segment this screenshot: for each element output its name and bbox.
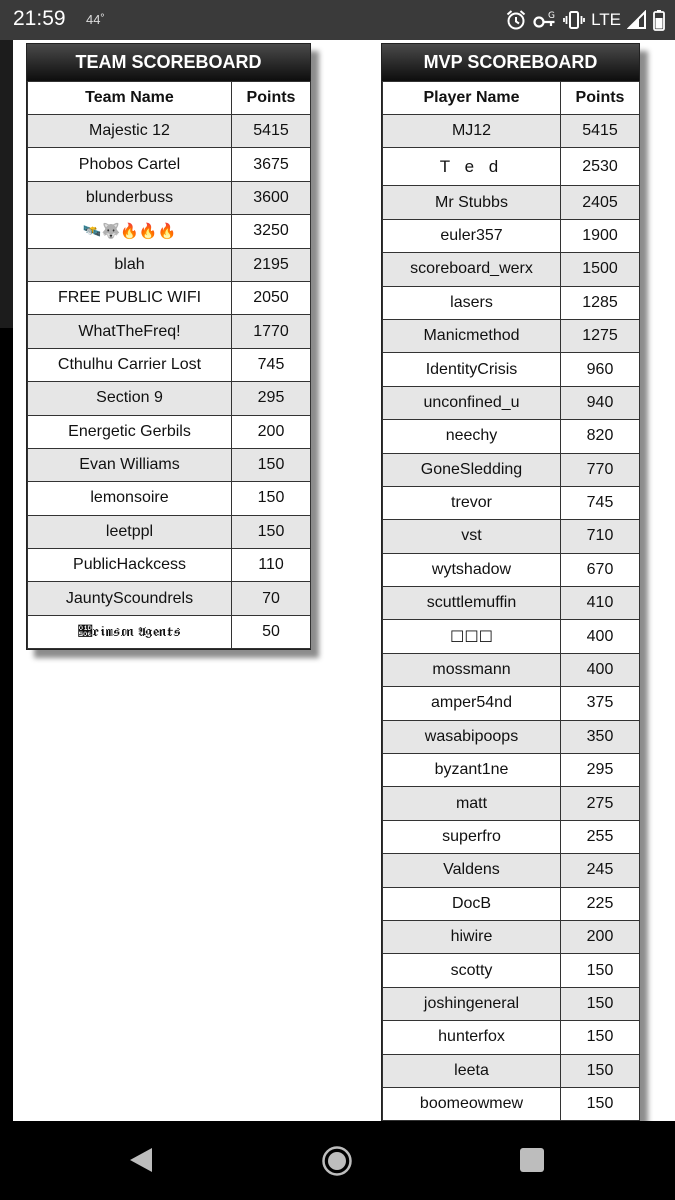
mvp-points-cell: 710 (561, 520, 640, 553)
mvp-points-cell: 150 (561, 1021, 640, 1054)
team-row (28, 148, 311, 181)
mvp-name-cell: lasers (383, 286, 561, 319)
mvp-points-cell: 150 (561, 987, 640, 1020)
mvp-points-cell: 400 (561, 620, 640, 653)
mvp-points-column-header: Points (561, 82, 640, 115)
mvp-points-cell: 150 (561, 954, 640, 987)
team-points-cell: 50 (232, 615, 311, 648)
team-row (28, 281, 311, 314)
vpn-key-icon (533, 10, 557, 30)
mvp-points-cell: 2530 (561, 148, 640, 186)
mvp-points-cell: 295 (561, 754, 640, 787)
team-name-cell: JauntyScoundrels (28, 582, 232, 615)
team-row (28, 315, 311, 348)
mvp-name-cell: ☐☐☐ (383, 620, 561, 653)
mvp-row (383, 854, 640, 887)
mvp-row (383, 987, 640, 1020)
mvp-row (383, 920, 640, 953)
status-icons (499, 5, 665, 35)
team-points-cell: 2195 (232, 248, 311, 281)
mvp-scoreboard (381, 43, 640, 1122)
mvp-name-cell: DocB (383, 887, 561, 920)
team-name-cell: lemonsoire (28, 482, 232, 515)
mvp-points-cell: 255 (561, 820, 640, 853)
team-row (28, 248, 311, 281)
mvp-points-cell: 150 (561, 1087, 640, 1120)
team-row (28, 181, 311, 214)
team-points-cell: 3600 (232, 181, 311, 214)
mvp-name-cell: Manicmethod (383, 319, 561, 352)
mvp-row (383, 1021, 640, 1054)
home-icon[interactable] (321, 1145, 353, 1182)
mvp-points-cell: 375 (561, 687, 640, 720)
mvp-row (383, 453, 640, 486)
team-row (28, 549, 311, 582)
mvp-name-cell: scoreboard_werx (383, 253, 561, 286)
mvp-points-cell: 350 (561, 720, 640, 753)
team-points-cell: 745 (232, 348, 311, 381)
team-points-cell: 110 (232, 549, 311, 582)
mvp-row (383, 148, 640, 186)
team-name-cell: leetppl (28, 515, 232, 548)
mvp-row (383, 553, 640, 586)
signal-icon (627, 10, 647, 30)
mvp-points-cell: 1285 (561, 286, 640, 319)
mvp-points-cell: 1500 (561, 253, 640, 286)
mvp-points-cell: 410 (561, 587, 640, 620)
mvp-row (383, 386, 640, 419)
status-temperature: 44˚ (86, 12, 105, 27)
mvp-points-cell: 745 (561, 486, 640, 519)
mvp-name-cell: scotty (383, 954, 561, 987)
mvp-row (383, 520, 640, 553)
mvp-name-cell: wasabipoops (383, 720, 561, 753)
team-points-cell: 150 (232, 482, 311, 515)
mvp-scoreboard-body (383, 115, 640, 1121)
mvp-row (383, 887, 640, 920)
mvp-points-cell: 400 (561, 653, 640, 686)
mvp-name-cell: boomeowmew (383, 1087, 561, 1120)
mvp-name-cell: scuttlemuffin (383, 587, 561, 620)
mvp-row (383, 319, 640, 352)
mvp-name-cell: euler357 (383, 219, 561, 252)
mvp-row (383, 286, 640, 319)
mvp-points-cell: 245 (561, 854, 640, 887)
mvp-points-cell: 940 (561, 386, 640, 419)
mvp-name-cell: wytshadow (383, 553, 561, 586)
team-header-row (28, 82, 311, 115)
team-row (28, 515, 311, 548)
mvp-points-cell: 200 (561, 920, 640, 953)
team-points-cell: 3675 (232, 148, 311, 181)
team-row (28, 348, 311, 381)
mvp-row (383, 587, 640, 620)
team-name-cell: Energetic Gerbils (28, 415, 232, 448)
mvp-name-cell: neechy (383, 420, 561, 453)
team-points-cell: 150 (232, 448, 311, 481)
mvp-row (383, 1054, 640, 1087)
team-points-cell: 2050 (232, 281, 311, 314)
mvp-points-cell: 2405 (561, 186, 640, 219)
mvp-name-cell: GoneSledding (383, 453, 561, 486)
mvp-points-cell: 225 (561, 887, 640, 920)
mvp-scoreboard-table (382, 81, 640, 1121)
mvp-header-row (383, 82, 640, 115)
team-points-cell: 70 (232, 582, 311, 615)
navigation-bar (0, 1121, 675, 1200)
mvp-points-cell: 820 (561, 420, 640, 453)
mvp-name-cell: IdentityCrisis (383, 353, 561, 386)
left-edge-border (0, 328, 13, 1121)
team-scoreboard-body (28, 115, 311, 649)
team-name-cell: blunderbuss (28, 181, 232, 214)
mvp-points-cell: 670 (561, 553, 640, 586)
mvp-name-cell: byzant1ne (383, 754, 561, 787)
team-points-cell: 200 (232, 415, 311, 448)
recents-icon[interactable] (519, 1147, 545, 1178)
team-row (28, 382, 311, 415)
team-scoreboard-title: TEAM SCOREBOARD (27, 44, 310, 81)
team-row (28, 615, 311, 648)
mvp-row (383, 653, 640, 686)
mvp-row (383, 787, 640, 820)
mvp-name-cell: MJ12 (383, 115, 561, 148)
mvp-name-cell: superfro (383, 820, 561, 853)
mvp-row (383, 186, 640, 219)
mvp-name-cell: mossmann (383, 653, 561, 686)
team-name-cell: Evan Williams (28, 448, 232, 481)
team-points-cell: 1770 (232, 315, 311, 348)
mvp-row (383, 219, 640, 252)
mvp-row (383, 420, 640, 453)
status-time: 21:59 (13, 7, 66, 30)
mvp-points-cell: 960 (561, 353, 640, 386)
mvp-name-cell: joshingeneral (383, 987, 561, 1020)
mvp-name-cell: Mr Stubbs (383, 186, 561, 219)
team-name-cell: PublicHackcess (28, 549, 232, 582)
mvp-row (383, 115, 640, 148)
team-points-cell: 295 (232, 382, 311, 415)
mvp-row (383, 486, 640, 519)
mvp-name-cell: Valdens (383, 854, 561, 887)
network-type: LTE (591, 10, 621, 29)
mvp-points-cell: 5415 (561, 115, 640, 148)
mvp-points-cell: 1900 (561, 219, 640, 252)
team-scoreboard (26, 43, 311, 650)
team-row (28, 215, 311, 248)
team-row (28, 482, 311, 515)
team-scoreboard-table (27, 81, 311, 649)
team-name-cell: Phobos Cartel (28, 148, 232, 181)
alarm-icon (505, 9, 527, 31)
mvp-row (383, 353, 640, 386)
mvp-name-cell: vst (383, 520, 561, 553)
team-row (28, 448, 311, 481)
mvp-row (383, 253, 640, 286)
team-name-cell: WhatTheFreq! (28, 315, 232, 348)
team-name-column-header: Team Name (28, 82, 232, 115)
mvp-name-cell: trevor (383, 486, 561, 519)
mvp-name-cell: leeta (383, 1054, 561, 1087)
team-name-cell: 𝔆𝔯𝔦𝔪𝔰𝔬𝔫 𝔄𝔤𝔢𝔫𝔱𝔰 (28, 615, 232, 648)
left-edge-panel (0, 40, 13, 328)
mvp-name-cell: hiwire (383, 920, 561, 953)
mvp-row (383, 720, 640, 753)
mvp-name-cell: T e d (383, 148, 561, 186)
team-points-column-header: Points (232, 82, 311, 115)
mvp-name-cell: unconfined_u (383, 386, 561, 419)
svg-text:G: G (548, 11, 556, 21)
back-icon[interactable] (126, 1145, 156, 1180)
status-bar (0, 0, 675, 40)
mvp-points-cell: 1275 (561, 319, 640, 352)
team-name-cell: Section 9 (28, 382, 232, 415)
team-points-cell: 150 (232, 515, 311, 548)
mvp-scoreboard-title: MVP SCOREBOARD (382, 44, 639, 81)
team-name-cell: FREE PUBLIC WIFI (28, 281, 232, 314)
team-name-cell: blah (28, 248, 232, 281)
mvp-name-cell: amper54nd (383, 687, 561, 720)
team-name-cell: Majestic 12 (28, 115, 232, 148)
mvp-row (383, 954, 640, 987)
mvp-row (383, 620, 640, 653)
team-name-cell: 🛰️🐺🔥🔥🔥 (28, 215, 232, 248)
mvp-row (383, 687, 640, 720)
team-row (28, 115, 311, 148)
team-row (28, 582, 311, 615)
team-points-cell: 5415 (232, 115, 311, 148)
mvp-points-cell: 150 (561, 1054, 640, 1087)
mvp-points-cell: 770 (561, 453, 640, 486)
battery-icon (653, 9, 665, 31)
mvp-row (383, 754, 640, 787)
team-row (28, 415, 311, 448)
vibrate-icon (563, 9, 585, 31)
mvp-row (383, 1087, 640, 1120)
mvp-points-cell: 275 (561, 787, 640, 820)
team-name-cell: Cthulhu Carrier Lost (28, 348, 232, 381)
mvp-name-cell: hunterfox (383, 1021, 561, 1054)
team-points-cell: 3250 (232, 215, 311, 248)
mvp-row (383, 820, 640, 853)
player-name-column-header: Player Name (383, 82, 561, 115)
mvp-name-cell: matt (383, 787, 561, 820)
